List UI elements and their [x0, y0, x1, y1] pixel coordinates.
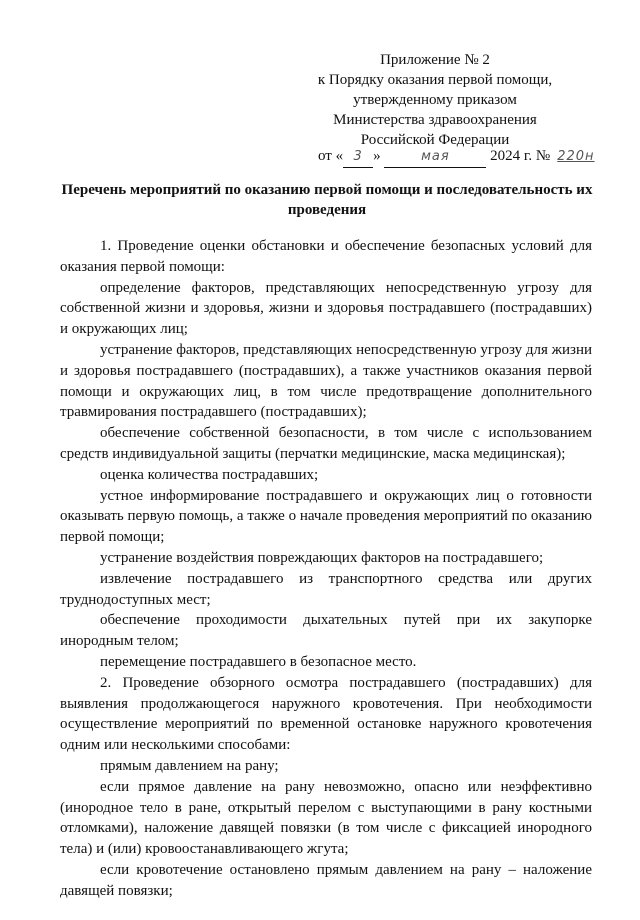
date-year: 2024 г. №: [490, 148, 551, 164]
paragraph: устное информирование пострадавшего и окружающих лиц о готовности оказывать первую помощь, а также о начале проведения мероприятий по оказанию первой помощи;: [60, 487, 592, 546]
paragraph: устранение факторов, представляющих непосредственную угрозу для жизни и здоровья пострадавшего (пострадавших), а также участников оказания первой помощи и окружающих лиц, в том числе предотвращение дополнительного травмирования пострадавшего (пострадавших);: [60, 341, 592, 421]
appendix-header: [300, 50, 570, 150]
date-prefix: от «: [318, 148, 344, 164]
header-line: утвержденному приказом: [353, 92, 517, 108]
document-body: [60, 236, 592, 902]
paragraph: 1. Проведение оценки обстановки и обеспечение безопасных условий для оказания первой помощи:: [60, 238, 592, 275]
paragraph: устранение воздействия повреждающих факторов на пострадавшего;: [100, 549, 544, 566]
date-month-handwritten: мая: [384, 147, 486, 168]
date-mid: »: [373, 148, 381, 164]
paragraph: обеспечение проходимости дыхательных путей при их закупорке инородным телом;: [60, 612, 592, 650]
paragraph: оценка количества пострадавших;: [100, 466, 319, 483]
header-line: к Порядку оказания первой помощи,: [317, 72, 553, 88]
header-line: Министерства здравоохранения: [333, 112, 537, 128]
order-number-handwritten: 220н: [557, 149, 595, 164]
order-date-line: [318, 146, 608, 168]
header-line: Приложение № 2: [380, 52, 490, 68]
paragraph: если прямое давление на рану невозможно, опасно или неэффективно (инородное тело в ране, открытый перелом с выступающими в рану костными отломками), наложение давящей повязки (в том числе с фиксацией инородного тела) и (или) кровоостанавливающего жгута;: [60, 778, 592, 858]
paragraph: определение факторов, представляющих непосредственную угрозу для собственной жизни и здоровья, жизни и здоровья пострадавшего (пострадавших) и окружающих лиц;: [60, 279, 592, 338]
paragraph: перемещение пострадавшего в безопасное место.: [100, 653, 417, 670]
paragraph: если кровотечение остановлено прямым давлением на рану – наложение давящей повязки;: [60, 861, 592, 899]
header-line: Российской Федерации: [360, 132, 510, 148]
paragraph: обеспечение собственной безопасности, в том числе с использованием средств индивидуальной защиты (перчатки медицинские, маска медицинская);: [60, 425, 592, 462]
paragraph: извлечение пострадавшего из транспортного средства или других труднодоступных мест;: [60, 570, 592, 608]
date-day-handwritten: 3: [343, 147, 373, 168]
document-title: Перечень мероприятий по оказанию первой помощи и последовательность их проведения: [61, 182, 593, 218]
paragraph: 2. Проведение обзорного осмотра пострадавшего (пострадавших) для выявления продолжающегося наружного кровотечения. При необходимости осуществление мероприятий по временной остановке наружного кровотечения одним или несколькими способами:: [60, 674, 592, 754]
paragraph: прямым давлением на рану;: [100, 757, 279, 774]
